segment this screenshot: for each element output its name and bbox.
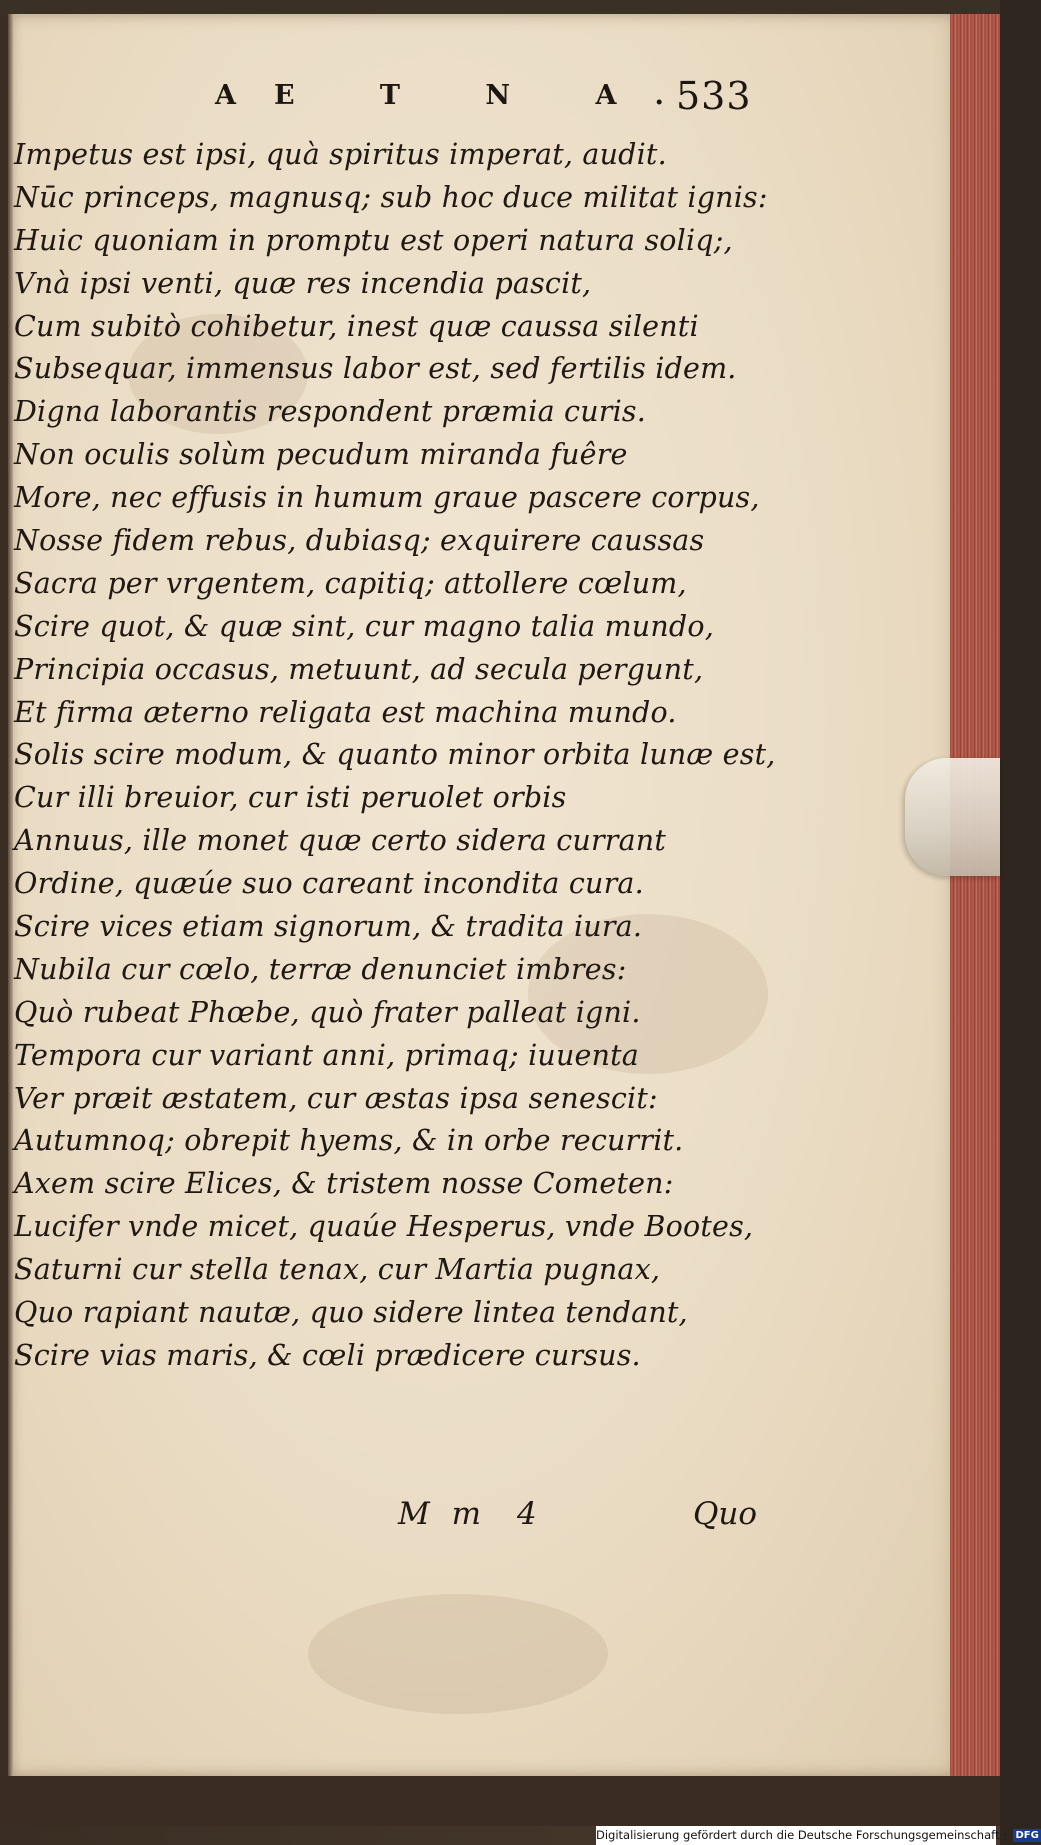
- credit-text: Digitalisierung gefördert durch die Deutsche Forschungsgemeinschaft: [596, 1828, 1000, 1842]
- running-head: AE T N A.: [215, 80, 702, 111]
- verse-line: Et firma æterno religata est machina mundo.: [14, 695, 677, 729]
- red-page-edges: [950, 14, 1000, 1784]
- verse-line: More, nec effusis in humum graue pascere corpus,: [14, 481, 760, 515]
- verse-line: Cur illi breuior, cur isti peruolet orbis: [14, 781, 567, 815]
- page-clip: [905, 758, 1000, 876]
- verse-line: Ver præit æstatem, cur æstas ipsa senescit:: [14, 1081, 658, 1115]
- signature-letters: M m: [398, 1496, 487, 1532]
- verse-line: Ordine, quæúe suo careant incondita cura.: [14, 867, 644, 901]
- verse-line: Scire quot, & quæ sint, cur magno talia mundo,: [14, 609, 714, 643]
- verse-line: Huic quoniam in promptu est operi natura soliq;,: [14, 223, 733, 257]
- verse-line: Non oculis solùm pecudum miranda fuêre: [14, 438, 628, 472]
- verse-line: Digna laborantis respondent præmia curis.: [14, 395, 646, 429]
- verse-lines: [14, 134, 914, 1378]
- verse-line: Vnà ipsi venti, quæ res incendia pascit,: [14, 266, 592, 300]
- verse-line: Solis scire modum, & quanto minor orbita lunæ est,: [14, 738, 776, 772]
- verse-line: Lucifer vnde micet, quaúe Hesperus, vnde Bootes,: [14, 1210, 754, 1244]
- verse-line: Nūc princeps, magnusq; sub hoc duce militat ignis:: [14, 180, 768, 214]
- scan-bottom-border: [0, 1776, 1000, 1826]
- page-number: 533: [676, 74, 752, 118]
- verse-line: Autumnoq; obrepit hyems, & in orbe recurrit.: [14, 1124, 684, 1158]
- verse-line: Saturni cur stella tenax, cur Martia pugnax,: [14, 1253, 661, 1287]
- verse-line: Tempora cur variant anni, primaq; iuuenta: [14, 1038, 639, 1072]
- verse-line: Annuus, ille monet quæ certo sidera currant: [14, 824, 666, 858]
- verse-line: Axem scire Elices, & tristem nosse Cometen:: [14, 1167, 674, 1201]
- dfg-logo: DFG: [1015, 1830, 1039, 1841]
- page-gutter: [8, 14, 13, 1776]
- digitization-credit: Digitalisierung gefördert durch die Deutsche Forschungsgemeinschaft · DFG: [596, 1826, 996, 1845]
- verse-line: Quò rubeat Phœbe, quò frater palleat igni.: [14, 995, 641, 1029]
- verse-line: Scire vias maris, & cœli prædicere cursus.: [14, 1338, 641, 1372]
- verse-line: Nosse fidem rebus, dubiasq; exquirere caussas: [14, 524, 705, 558]
- verse-line: Sacra per vrgentem, capitiq; attollere cœlum,: [14, 566, 687, 600]
- signature-number: 4: [517, 1496, 543, 1532]
- verse-line: Scire vices etiam signorum, & tradita iura.: [14, 910, 643, 944]
- verse-line: Principia occasus, metuunt, ad secula pergunt,: [14, 652, 704, 686]
- paper-stain: [308, 1594, 608, 1714]
- verse-line: Impetus est ipsi, quà spiritus imperat, audit.: [14, 138, 667, 171]
- verse-line: Subsequar, immensus labor est, sed fertilis idem.: [14, 352, 737, 386]
- verse-line: Cum subitò cohibetur, inest quæ caussa silenti: [14, 309, 699, 343]
- verse-line: Quo rapiant nautæ, quo sidere lintea tendant,: [14, 1296, 688, 1330]
- verse-line: Nubila cur cœlo, terræ denunciet imbres:: [14, 952, 627, 986]
- signature-mark: [398, 1496, 543, 1532]
- catchword: Quo: [693, 1496, 758, 1532]
